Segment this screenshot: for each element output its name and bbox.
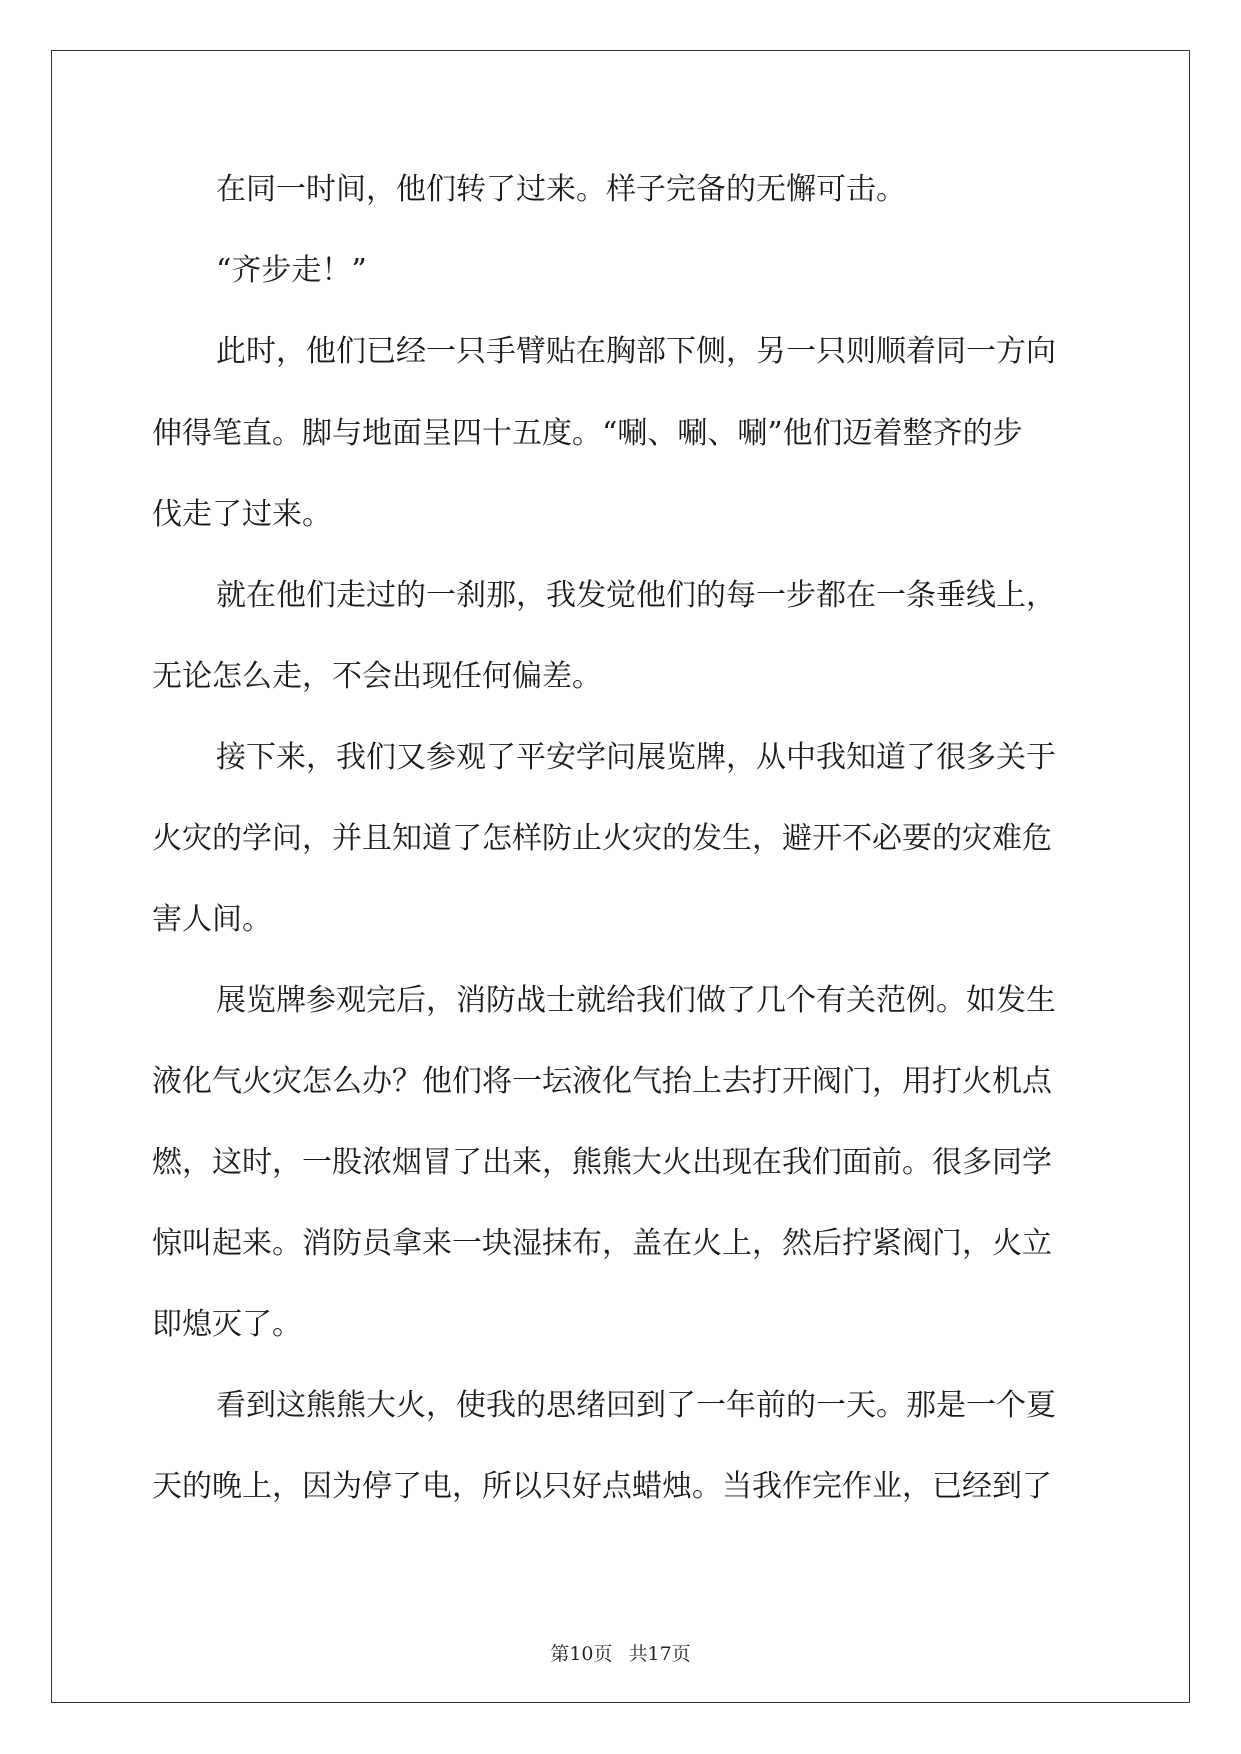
text-line: 无论怎么走，不会出现任何偏差。 [152,659,602,694]
text-line: 看到这熊熊大火，使我的思绪回到了一年前的一天。那是一个夏 [216,1388,1056,1423]
text-line: 伸得笔直。脚与地面呈四十五度。“唰、唰、唰”他们迈着整齐的步 [152,416,1023,451]
text-line: 液化气火灾怎么办？他们将一坛液化气抬上去打开阀门，用打火机点 [152,1064,1052,1099]
text-line: 伐走了过来。 [152,497,332,532]
text-line: 火灾的学问，并且知道了怎样防止火灾的发生，避开不必要的灾难危 [152,821,1052,856]
page-number: 第10页 [550,1643,613,1665]
text-line: 展览牌参观完后，消防战士就给我们做了几个有关范例。如发生 [216,983,1056,1018]
text-line: 天的晚上，因为停了电，所以只好点蜡烛。当我作完作业，已经到了 [152,1469,1052,1504]
text-line: “齐步走！” [216,253,367,288]
text-line: 燃，这时，一股浓烟冒了出来，熊熊大火出现在我们面前。很多同学 [152,1145,1052,1180]
text-line: 害人间。 [152,902,272,937]
text-line: 就在他们走过的一刹那，我发觉他们的每一步都在一条垂线上， [216,578,1056,613]
text-line: 接下来，我们又参观了平安学问展览牌，从中我知道了很多关于 [216,740,1056,775]
text-line: 在同一时间，他们转了过来。样子完备的无懈可击。 [216,172,906,207]
text-line: 即熄灭了。 [152,1307,302,1342]
text-line: 惊叫起来。消防员拿来一块湿抹布，盖在火上，然后拧紧阀门，火立 [152,1226,1052,1261]
page-footer [0,1641,1241,1667]
text-line: 此时，他们已经一只手臂贴在胸部下侧，另一只则顺着同一方向 [216,334,1056,369]
page-total: 共17页 [628,1643,691,1665]
